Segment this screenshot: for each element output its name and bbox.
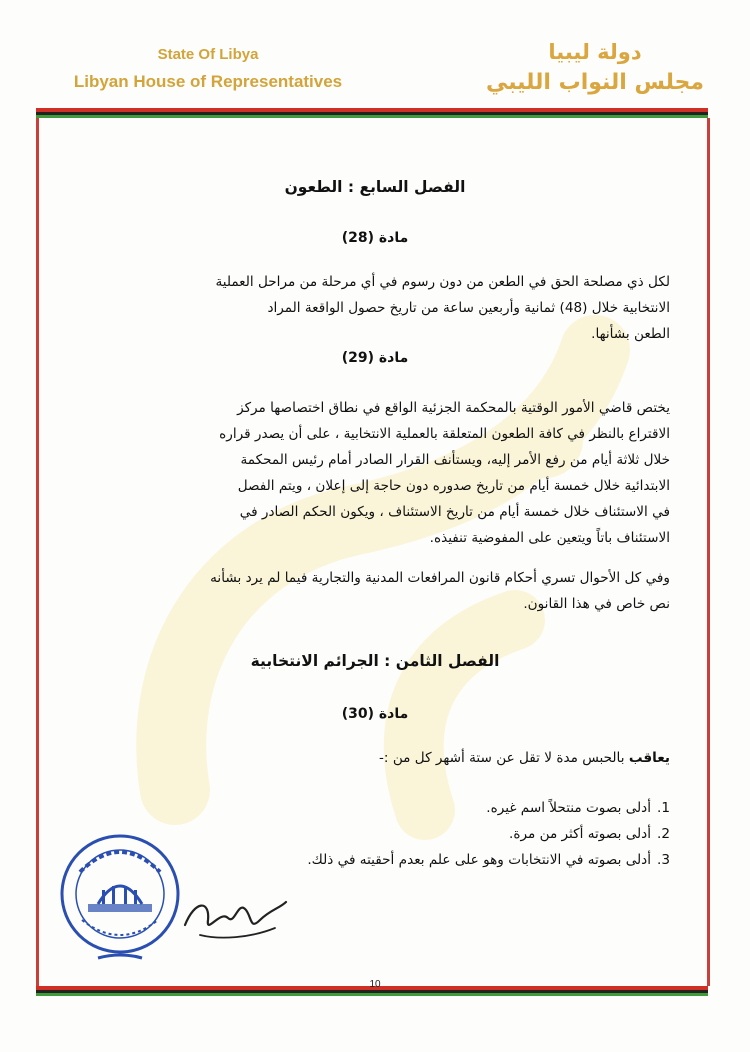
article-28-line-2: الانتخابية خلال (48) ثمانية وأربعين ساعة من تاريخ حصول الواقعة المراد xyxy=(267,300,670,316)
article-29-line-1: يختص قاضي الأمور الوقتية بالمحكمة الجزئية الواقع في نطاق اختصاصها مركز xyxy=(237,400,670,416)
article-29-extra-line-2: نص خاص في هذا القانون. xyxy=(523,596,670,612)
article-30-intro xyxy=(80,750,670,766)
article-28-line-1: لكل ذي مصلحة الحق في الطعن من دون رسوم في أي مرحلة من مراحل العملية xyxy=(215,274,670,290)
article-30-label: مادة (30) xyxy=(341,706,409,722)
official-seal-stamp xyxy=(58,832,183,967)
header-arabic-house: مجلس النواب الليبي xyxy=(485,70,705,95)
header-arabic-state: دولة ليبيا xyxy=(548,40,642,64)
list-item-number: 1. xyxy=(657,800,670,816)
handwritten-signature xyxy=(180,880,290,950)
article-29-line-2: الاقتراع بالنظر في كافة الطعون المتعلقة بالعملية الانتخابية ، على أن يصدر قراره xyxy=(219,426,670,442)
article-28-label: مادة (28) xyxy=(341,230,409,246)
header-english-state: State Of Libya xyxy=(157,46,259,63)
article-30-intro-rest: بالحبس مدة لا تقل عن ستة أشهر كل من :- xyxy=(379,750,629,766)
article-29-extra-line-1: وفي كل الأحوال تسري أحكام قانون المرافعات المدنية والتجارية فيما لم يرد بشأنه xyxy=(210,570,670,586)
article-29-line-6: الاستئناف باتاً ويتعين على المفوضية تنفيذه. xyxy=(429,530,670,546)
chapter-seven-title: الفصل السابع : الطعون xyxy=(284,178,466,196)
list-item-text: أدلى بصوته في الانتخابات وهو على علم بعدم أحقيته في ذلك. xyxy=(307,852,652,868)
list-item xyxy=(80,800,670,816)
article-28-line-3: الطعن بشأنها. xyxy=(591,326,670,342)
list-item-text: أدلى بصوت منتحلاً اسم غيره. xyxy=(486,800,652,816)
bottom-flag-band-green xyxy=(36,993,708,996)
article-29-label: مادة (29) xyxy=(341,350,409,366)
list-item-number: 2. xyxy=(657,826,670,842)
list-item-number: 3. xyxy=(657,852,670,868)
page-number: 10 xyxy=(369,979,381,990)
chapter-eight-title: الفصل الثامن : الجرائم الانتخابية xyxy=(250,652,500,670)
article-29-line-5: في الاستئناف خلال خمسة أيام من تاريخ الاستئناف ، ويكون الحكم الصادر في xyxy=(239,504,670,520)
article-29-line-3: خلال ثلاثة أيام من رفع الأمر إليه، ويستأنف القرار الصادر أمام رئيس المحكمة xyxy=(240,452,670,468)
header-english-house: Libyan House of Representatives xyxy=(73,72,343,91)
list-item-text: أدلى بصوته أكثر من مرة. xyxy=(509,826,652,842)
article-29-line-4: الابتدائية خلال خمسة أيام من تاريخ صدوره دون حاجة إلى إعلان ، ويتم الفصل xyxy=(237,478,670,494)
article-30-intro-bold: يعاقب xyxy=(628,750,670,766)
